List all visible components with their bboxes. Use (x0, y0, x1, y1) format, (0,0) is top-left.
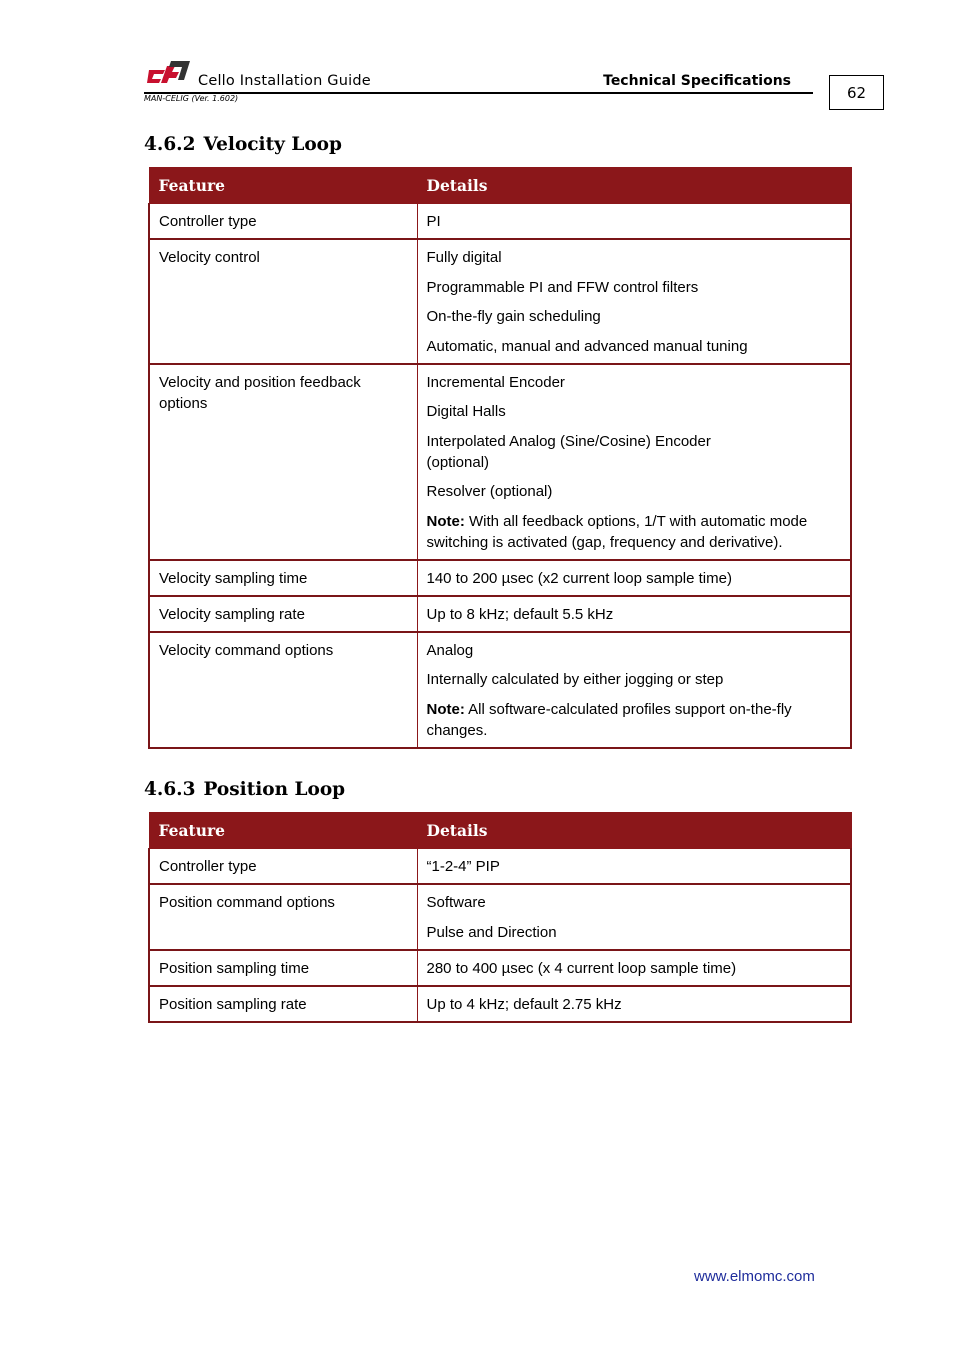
table-row (149, 632, 851, 748)
table-row (149, 204, 851, 240)
section-title: Position Loop (203, 779, 346, 800)
detail-line: Incremental Encoder (426, 373, 565, 391)
feature-cell: Controller type (149, 849, 417, 885)
table-row (149, 950, 851, 986)
feature-cell: Position command options (149, 884, 417, 950)
column-header-feature: Feature (149, 813, 417, 849)
detail-line: Analog (426, 641, 474, 659)
note-label: Note: (426, 512, 465, 530)
table-row (149, 849, 851, 885)
note-text: With all feedback options, 1/T with automatic mode switching is activated (gap, frequency and derivative). (426, 512, 808, 551)
velocity-loop-table (148, 167, 852, 749)
section-heading-velocity-loop (144, 134, 342, 155)
feature-cell: Velocity control (149, 239, 417, 364)
detail-line: Automatic, manual and advanced manual tuning (426, 337, 748, 355)
details-cell (417, 849, 851, 885)
section-title: Velocity Loop (203, 134, 342, 155)
table-row (149, 364, 851, 560)
details-cell (417, 239, 851, 364)
website-link[interactable]: www.elmomc.com (694, 1268, 815, 1285)
column-header-feature: Feature (149, 168, 417, 204)
detail-line: Digital Halls (426, 403, 506, 420)
header-divider (144, 92, 813, 94)
table-row (149, 560, 851, 596)
elmo-logo-icon (147, 58, 191, 88)
position-loop-table (148, 812, 852, 1023)
table-header-row (149, 168, 851, 204)
column-header-details: Details (417, 813, 851, 849)
detail-line: Software (426, 894, 486, 911)
detail-line: On-the-fly gain scheduling (426, 308, 601, 325)
note-line (427, 699, 842, 741)
note-label: Note: (426, 700, 465, 718)
detail-line: Programmable PI and FFW control filters (426, 278, 699, 296)
details-cell (417, 204, 851, 240)
detail-line: Internally calculated by either jogging or step (426, 671, 724, 688)
details-cell (417, 986, 851, 1022)
details-cell (417, 364, 851, 560)
detail-line: Fully digital (426, 249, 502, 266)
table-row (149, 986, 851, 1022)
section-number: 4.6.3 (144, 779, 196, 800)
detail-line: Resolver (optional) (426, 483, 553, 500)
page-number: 62 (829, 75, 884, 110)
feature-cell: Controller type (149, 204, 417, 240)
detail-line: Up to 4 kHz; default 2.75 kHz (426, 995, 622, 1013)
section-name: Technical Specifications (603, 73, 791, 89)
details-cell (417, 950, 851, 986)
column-header-details: Details (417, 168, 851, 204)
note-line (427, 511, 842, 553)
table-row (149, 596, 851, 632)
details-cell (417, 884, 851, 950)
document-code: MAN-CELIG (Ver. 1.602) (144, 94, 239, 103)
detail-line: Pulse and Direction (426, 923, 557, 941)
feature-cell: Velocity sampling time (149, 560, 417, 596)
table-row (149, 884, 851, 950)
feature-cell: Position sampling rate (149, 986, 417, 1022)
details-cell (417, 560, 851, 596)
detail-line: Up to 8 kHz; default 5.5 kHz (426, 605, 614, 623)
table-row (149, 239, 851, 364)
detail-line: PI (426, 213, 441, 230)
feature-cell: Velocity and position feedback options (149, 364, 417, 560)
section-heading-position-loop (144, 779, 345, 800)
document-title: Cello Installation Guide (198, 73, 371, 89)
table-header-row (149, 813, 851, 849)
details-cell (417, 596, 851, 632)
feature-cell: Position sampling time (149, 950, 417, 986)
note-text: All software-calculated profiles support on-the-fly changes. (426, 700, 792, 739)
feature-cell: Velocity command options (149, 632, 417, 748)
detail-line: “1-2-4” PIP (426, 858, 500, 875)
detail-line: 140 to 200 µsec (x2 current loop sample time) (426, 569, 732, 587)
details-cell (417, 632, 851, 748)
detail-line: 280 to 400 µsec (x 4 current loop sample time) (426, 959, 737, 977)
detail-line: Interpolated Analog (Sine/Cosine) Encoder (optional) (426, 432, 711, 471)
feature-cell: Velocity sampling rate (149, 596, 417, 632)
section-number: 4.6.2 (144, 134, 196, 155)
